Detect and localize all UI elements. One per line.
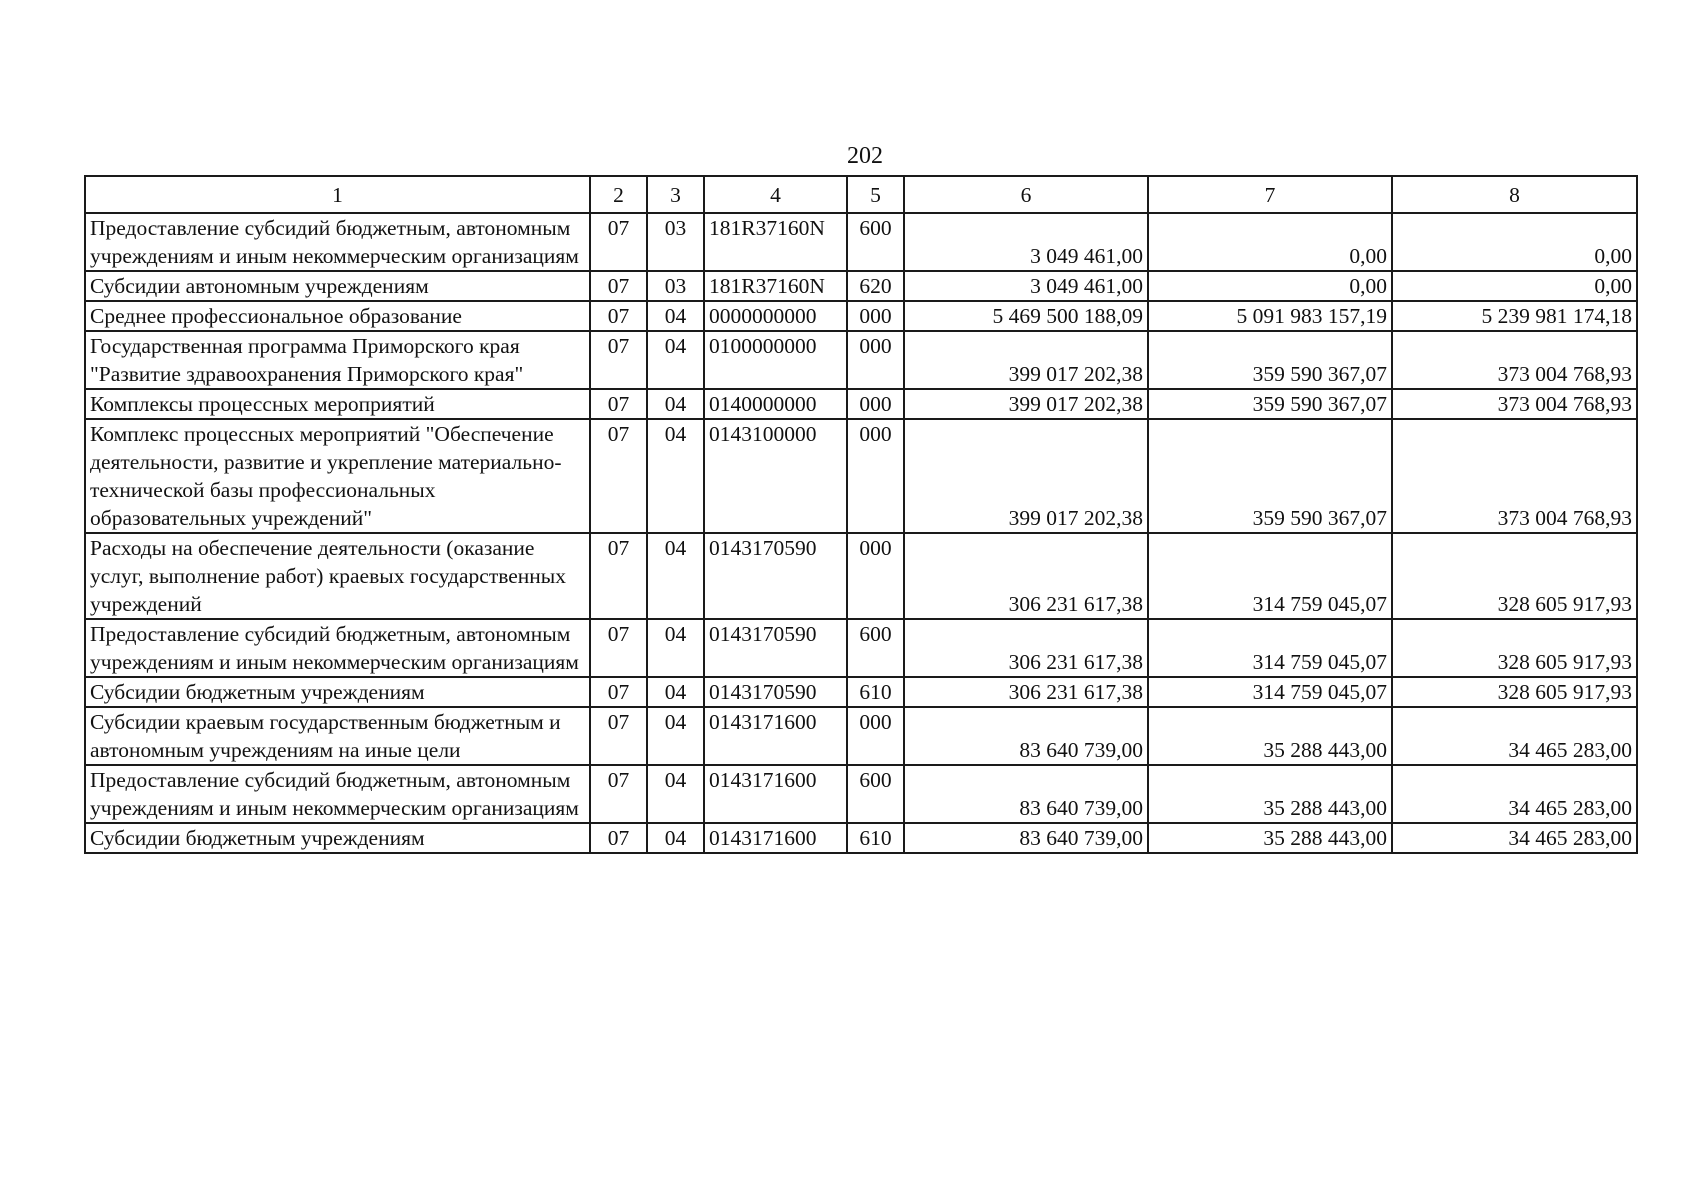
row-col-5: 600 bbox=[847, 213, 904, 271]
row-col-5: 000 bbox=[847, 389, 904, 419]
row-col-3: 04 bbox=[647, 301, 704, 331]
row-amount-7: 314 759 045,07 bbox=[1148, 619, 1392, 677]
row-amount-6: 306 231 617,38 bbox=[904, 677, 1148, 707]
row-amount-7: 359 590 367,07 bbox=[1148, 331, 1392, 389]
row-col-3: 04 bbox=[647, 707, 704, 765]
row-col-4: 0143171600 bbox=[704, 823, 847, 853]
row-col-4: 0143170590 bbox=[704, 533, 847, 619]
row-name: Предоставление субсидий бюджетным, автономным учреждениям и иным некоммерческим организациям bbox=[85, 619, 590, 677]
table-row bbox=[85, 707, 1637, 765]
row-amount-6: 3 049 461,00 bbox=[904, 271, 1148, 301]
row-amount-7: 35 288 443,00 bbox=[1148, 707, 1392, 765]
row-col-3: 04 bbox=[647, 533, 704, 619]
table-row bbox=[85, 271, 1637, 301]
table-row bbox=[85, 677, 1637, 707]
table-row bbox=[85, 823, 1637, 853]
row-amount-6: 83 640 739,00 bbox=[904, 707, 1148, 765]
row-amount-8: 34 465 283,00 bbox=[1392, 707, 1637, 765]
row-amount-7: 359 590 367,07 bbox=[1148, 389, 1392, 419]
row-name: Государственная программа Приморского края "Развитие здравоохранения Приморского края" bbox=[85, 331, 590, 389]
row-col-5: 610 bbox=[847, 677, 904, 707]
row-amount-7: 0,00 bbox=[1148, 271, 1392, 301]
row-name: Предоставление субсидий бюджетным, автономным учреждениям и иным некоммерческим организациям bbox=[85, 213, 590, 271]
row-col-3: 04 bbox=[647, 619, 704, 677]
row-col-2: 07 bbox=[590, 271, 647, 301]
header-col-1: 1 bbox=[85, 176, 590, 213]
row-col-3: 04 bbox=[647, 677, 704, 707]
row-amount-8: 373 004 768,93 bbox=[1392, 419, 1637, 533]
row-col-2: 07 bbox=[590, 823, 647, 853]
row-col-4: 0000000000 bbox=[704, 301, 847, 331]
row-amount-8: 0,00 bbox=[1392, 271, 1637, 301]
row-name: Субсидии бюджетным учреждениям bbox=[85, 823, 590, 853]
row-amount-7: 359 590 367,07 bbox=[1148, 419, 1392, 533]
row-amount-8: 34 465 283,00 bbox=[1392, 823, 1637, 853]
header-col-5: 5 bbox=[847, 176, 904, 213]
row-amount-7: 0,00 bbox=[1148, 213, 1392, 271]
table-row bbox=[85, 533, 1637, 619]
row-amount-8: 328 605 917,93 bbox=[1392, 677, 1637, 707]
row-col-5: 600 bbox=[847, 765, 904, 823]
table-row bbox=[85, 301, 1637, 331]
row-col-2: 07 bbox=[590, 677, 647, 707]
row-col-5: 000 bbox=[847, 707, 904, 765]
row-amount-6: 83 640 739,00 bbox=[904, 765, 1148, 823]
row-col-2: 07 bbox=[590, 301, 647, 331]
row-col-4: 0140000000 bbox=[704, 389, 847, 419]
row-col-4: 0143170590 bbox=[704, 619, 847, 677]
row-amount-8: 328 605 917,93 bbox=[1392, 533, 1637, 619]
row-name: Комплекс процессных мероприятий "Обеспечение деятельности, развитие и укрепление материально-технической базы профессиональных образовательных учреждений" bbox=[85, 419, 590, 533]
row-col-3: 04 bbox=[647, 765, 704, 823]
row-amount-8: 34 465 283,00 bbox=[1392, 765, 1637, 823]
row-col-2: 07 bbox=[590, 331, 647, 389]
row-col-3: 04 bbox=[647, 331, 704, 389]
header-col-3: 3 bbox=[647, 176, 704, 213]
row-col-3: 03 bbox=[647, 271, 704, 301]
row-col-4: 0143170590 bbox=[704, 677, 847, 707]
header-col-4: 4 bbox=[704, 176, 847, 213]
row-amount-6: 399 017 202,38 bbox=[904, 419, 1148, 533]
row-amount-8: 0,00 bbox=[1392, 213, 1637, 271]
header-col-7: 7 bbox=[1148, 176, 1392, 213]
page-number: 202 bbox=[847, 143, 883, 169]
header-col-2: 2 bbox=[590, 176, 647, 213]
row-amount-6: 3 049 461,00 bbox=[904, 213, 1148, 271]
row-amount-7: 5 091 983 157,19 bbox=[1148, 301, 1392, 331]
row-col-2: 07 bbox=[590, 619, 647, 677]
row-col-5: 620 bbox=[847, 271, 904, 301]
row-amount-8: 373 004 768,93 bbox=[1392, 331, 1637, 389]
table-row bbox=[85, 331, 1637, 389]
row-amount-8: 328 605 917,93 bbox=[1392, 619, 1637, 677]
row-amount-7: 314 759 045,07 bbox=[1148, 677, 1392, 707]
header-col-8: 8 bbox=[1392, 176, 1637, 213]
table-row bbox=[85, 389, 1637, 419]
row-name: Субсидии автономным учреждениям bbox=[85, 271, 590, 301]
row-col-2: 07 bbox=[590, 765, 647, 823]
row-col-2: 07 bbox=[590, 389, 647, 419]
row-amount-6: 399 017 202,38 bbox=[904, 331, 1148, 389]
header-col-6: 6 bbox=[904, 176, 1148, 213]
row-amount-6: 306 231 617,38 bbox=[904, 619, 1148, 677]
row-col-4: 181R37160N bbox=[704, 213, 847, 271]
row-name: Субсидии бюджетным учреждениям bbox=[85, 677, 590, 707]
row-amount-8: 373 004 768,93 bbox=[1392, 389, 1637, 419]
row-amount-6: 399 017 202,38 bbox=[904, 389, 1148, 419]
budget-table bbox=[84, 175, 1638, 854]
row-col-4: 181R37160N bbox=[704, 271, 847, 301]
row-name: Предоставление субсидий бюджетным, автономным учреждениям и иным некоммерческим организациям bbox=[85, 765, 590, 823]
row-amount-6: 306 231 617,38 bbox=[904, 533, 1148, 619]
row-name: Комплексы процессных мероприятий bbox=[85, 389, 590, 419]
row-name: Среднее профессиональное образование bbox=[85, 301, 590, 331]
row-col-4: 0143100000 bbox=[704, 419, 847, 533]
row-name: Субсидии краевым государственным бюджетным и автономным учреждениям на иные цели bbox=[85, 707, 590, 765]
table-row bbox=[85, 619, 1637, 677]
row-col-4: 0143171600 bbox=[704, 707, 847, 765]
row-col-2: 07 bbox=[590, 419, 647, 533]
row-col-5: 600 bbox=[847, 619, 904, 677]
row-amount-7: 35 288 443,00 bbox=[1148, 823, 1392, 853]
row-amount-7: 35 288 443,00 bbox=[1148, 765, 1392, 823]
row-col-5: 000 bbox=[847, 301, 904, 331]
table-header-row bbox=[85, 176, 1637, 213]
row-col-3: 04 bbox=[647, 389, 704, 419]
row-col-5: 000 bbox=[847, 419, 904, 533]
row-col-5: 000 bbox=[847, 533, 904, 619]
row-col-5: 610 bbox=[847, 823, 904, 853]
table-row bbox=[85, 765, 1637, 823]
row-col-5: 000 bbox=[847, 331, 904, 389]
table-row bbox=[85, 213, 1637, 271]
row-col-2: 07 bbox=[590, 707, 647, 765]
row-col-2: 07 bbox=[590, 533, 647, 619]
row-amount-6: 83 640 739,00 bbox=[904, 823, 1148, 853]
row-name: Расходы на обеспечение деятельности (оказание услуг, выполнение работ) краевых государственных учреждений bbox=[85, 533, 590, 619]
row-col-3: 04 bbox=[647, 419, 704, 533]
row-col-4: 0143171600 bbox=[704, 765, 847, 823]
row-amount-7: 314 759 045,07 bbox=[1148, 533, 1392, 619]
table-row bbox=[85, 419, 1637, 533]
row-amount-8: 5 239 981 174,18 bbox=[1392, 301, 1637, 331]
row-col-3: 03 bbox=[647, 213, 704, 271]
row-col-2: 07 bbox=[590, 213, 647, 271]
row-col-4: 0100000000 bbox=[704, 331, 847, 389]
row-amount-6: 5 469 500 188,09 bbox=[904, 301, 1148, 331]
row-col-3: 04 bbox=[647, 823, 704, 853]
